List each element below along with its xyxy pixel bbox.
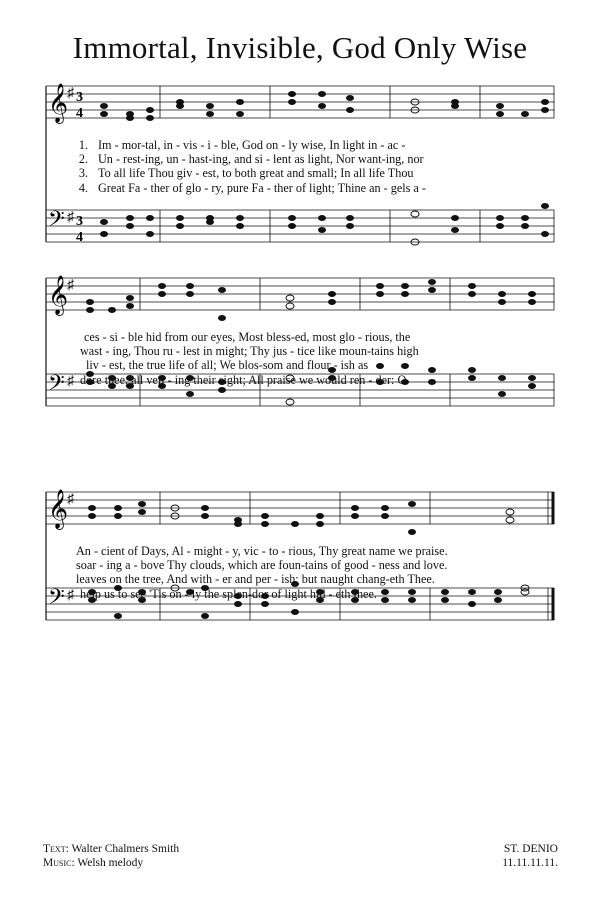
credits-left bbox=[43, 842, 179, 870]
credits-right bbox=[502, 842, 558, 870]
treble-clef-icon: 𝄞 bbox=[48, 83, 69, 123]
key-sharp-icon: ♯ bbox=[67, 492, 74, 507]
verse-line: soar - ing a - bove Thy clouds, which are foun-tains of good - ness and love. bbox=[76, 558, 448, 573]
time-sig-top: 3 bbox=[76, 214, 83, 229]
treble-clef-icon: 𝄞 bbox=[48, 489, 69, 529]
bass-clef-icon: 𝄢 bbox=[48, 207, 65, 237]
key-sharp-icon: ♯ bbox=[67, 374, 74, 389]
verse-line: 2. Un - rest-ing, un - hast-ing, and si - lent as light, Nor want-ing, nor bbox=[78, 152, 424, 167]
music-credit: Music: Welsh melody bbox=[43, 857, 144, 869]
verse-line: ces - si - ble hid from our eyes, Most bless-ed, most glo - rious, the bbox=[84, 330, 411, 344]
bass-clef-icon: 𝄢 bbox=[48, 371, 65, 401]
time-sig-top: 3 bbox=[76, 90, 83, 105]
time-sig-bottom: 4 bbox=[76, 230, 83, 245]
music-system-3 bbox=[40, 486, 558, 656]
verse-line: help us to see 'Tis on - ly the splen-dor of light hid - eth thee. bbox=[80, 586, 377, 601]
verse-line: wast - ing, Thou ru - lest in might; Thy jus - tice like moun-tains high bbox=[80, 344, 419, 359]
time-sig-bottom: 4 bbox=[76, 106, 83, 121]
key-sharp-icon: ♯ bbox=[67, 86, 74, 101]
lyrics-system-3 bbox=[40, 544, 558, 601]
hymn-title: Immortal, Invisible, God Only Wise bbox=[72, 30, 528, 65]
key-sharp-icon: ♯ bbox=[67, 588, 74, 603]
text-credit: Text: Walter Chalmers Smith bbox=[43, 843, 180, 855]
music-system-2 bbox=[40, 272, 558, 442]
lyrics-system-2 bbox=[40, 330, 558, 387]
key-sharp-icon: ♯ bbox=[67, 210, 74, 225]
verse-line: leaves on the tree, And with - er and per - ish; but naught chang-eth Thee. bbox=[76, 572, 435, 587]
verse-line: 4. Great Fa - ther of glo - ry, pure Fa - ther of light; Thine an - gels a - bbox=[78, 180, 426, 195]
meter: 11.11.11.11. bbox=[502, 857, 558, 869]
verse-line: liv - est, the true life of all; We blos-som and flour - ish as bbox=[86, 358, 369, 373]
verse-line: 3. To all life Thou giv - est, to both great and small; In all life Thou bbox=[78, 166, 414, 181]
treble-clef-icon: 𝄞 bbox=[48, 275, 69, 315]
music-system-1 bbox=[40, 80, 558, 250]
verse-line: 1. Im - mor-tal, in - vis - i - ble, God on - ly wise, In light in - ac - bbox=[78, 138, 406, 152]
verse-line: An - cient of Days, Al - might - y, vic - to - rious, Thy great name we praise. bbox=[76, 544, 448, 558]
verse-line: dore thee, all veil - ing their sight; All praise we would ren - der: O bbox=[80, 372, 407, 387]
bass-clef-icon: 𝄢 bbox=[48, 585, 65, 615]
tune-name: ST. DENIO bbox=[503, 843, 558, 855]
key-sharp-icon: ♯ bbox=[67, 278, 74, 293]
lyrics-system-1 bbox=[40, 138, 558, 195]
